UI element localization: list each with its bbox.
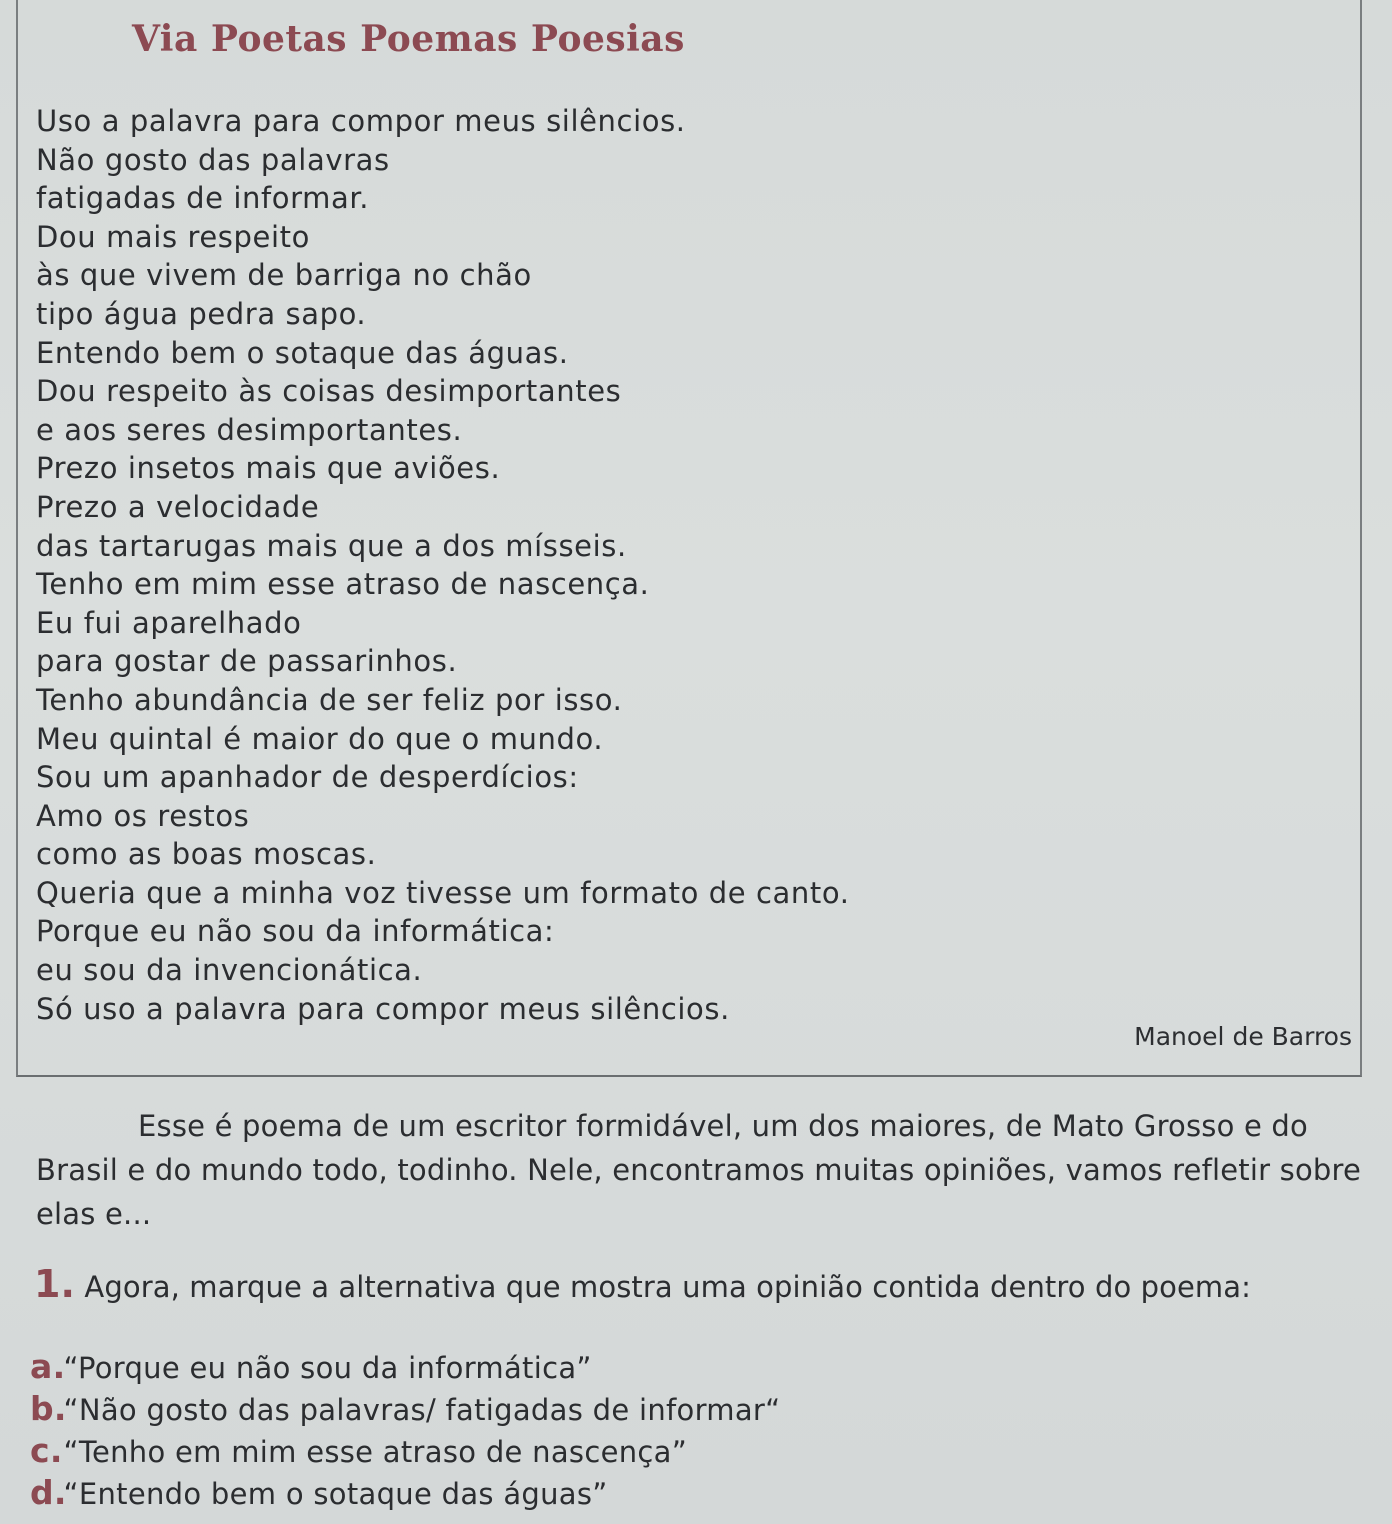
poem-author: Manoel de Barros <box>1134 1022 1352 1051</box>
poem-line: Meu quintal é maior do que o mundo. <box>36 721 604 756</box>
option-letter: a. <box>30 1347 66 1386</box>
poem-line: tipo água pedra sapo. <box>36 296 367 331</box>
option-d[interactable] <box>30 1472 780 1514</box>
question-1 <box>34 1262 1251 1306</box>
poem-line: às que vivem de barriga no chão <box>36 258 532 293</box>
option-text: “Porque eu não sou da informática” <box>63 1351 592 1385</box>
poem-line: Eu fui aparelhado <box>36 605 302 640</box>
option-c[interactable] <box>30 1430 780 1472</box>
poem-line: Entendo bem o sotaque das águas. <box>36 335 569 370</box>
poem-line: Não gosto das palavras <box>36 142 390 177</box>
intro-paragraph <box>36 1104 1366 1236</box>
poem-line: como as boas moscas. <box>36 837 377 872</box>
option-letter: b. <box>30 1389 67 1428</box>
answer-options <box>30 1346 780 1514</box>
option-a[interactable] <box>30 1346 780 1388</box>
option-letter: c. <box>30 1431 63 1470</box>
question-number: 1. <box>34 1262 76 1306</box>
poem-line: Porque eu não sou da informática: <box>36 914 555 949</box>
poem-line: Sou um apanhador de desperdícios: <box>36 760 579 795</box>
option-text: “Tenho em mim esse atraso de nascença” <box>63 1435 688 1469</box>
poem-line: Tenho abundância de ser feliz por isso. <box>36 682 623 717</box>
poem-line: Prezo insetos mais que aviões. <box>36 451 501 486</box>
option-letter: d. <box>30 1473 67 1512</box>
poem-line: Prezo a velocidade <box>36 489 320 524</box>
poem-line: fatigadas de informar. <box>36 181 370 216</box>
poem-line: Dou mais respeito <box>36 219 310 254</box>
poem-line: Uso a palavra para compor meus silêncios. <box>36 104 686 138</box>
poem-line: Queria que a minha voz tivesse um formato de canto. <box>36 875 850 910</box>
poem-line: Dou respeito às coisas desimportantes <box>36 374 622 409</box>
option-text: “Não gosto das palavras/ fatigadas de informar“ <box>63 1393 781 1427</box>
poem-lines <box>36 102 850 1028</box>
poem-line: para gostar de passarinhos. <box>36 644 458 679</box>
question-text: Agora, marque a alternativa que mostra uma opinião contida dentro do poema: <box>84 1270 1251 1304</box>
poem-line: das tartarugas mais que a dos mísseis. <box>36 528 627 563</box>
option-b[interactable] <box>30 1388 780 1430</box>
option-text: “Entendo bem o sotaque das águas” <box>63 1477 608 1511</box>
poem-line: Tenho em mim esse atraso de nascença. <box>36 567 650 602</box>
poem-line: Amo os restos <box>36 798 250 833</box>
poem-title: Via Poetas Poemas Poesias <box>132 18 685 60</box>
poem-line: eu sou da invencionática. <box>36 953 423 988</box>
poem-line: Só uso a palavra para compor meus silêncios. <box>36 991 730 1026</box>
poem-line: e aos seres desimportantes. <box>36 412 463 447</box>
intro-text: Esse é poema de um escritor formidável, um dos maiores, de Mato Grosso e do Brasil e do mundo todo, todinho. Nele, encontramos muitas opiniões, vamos refletir sobre elas e... <box>36 1109 1362 1231</box>
